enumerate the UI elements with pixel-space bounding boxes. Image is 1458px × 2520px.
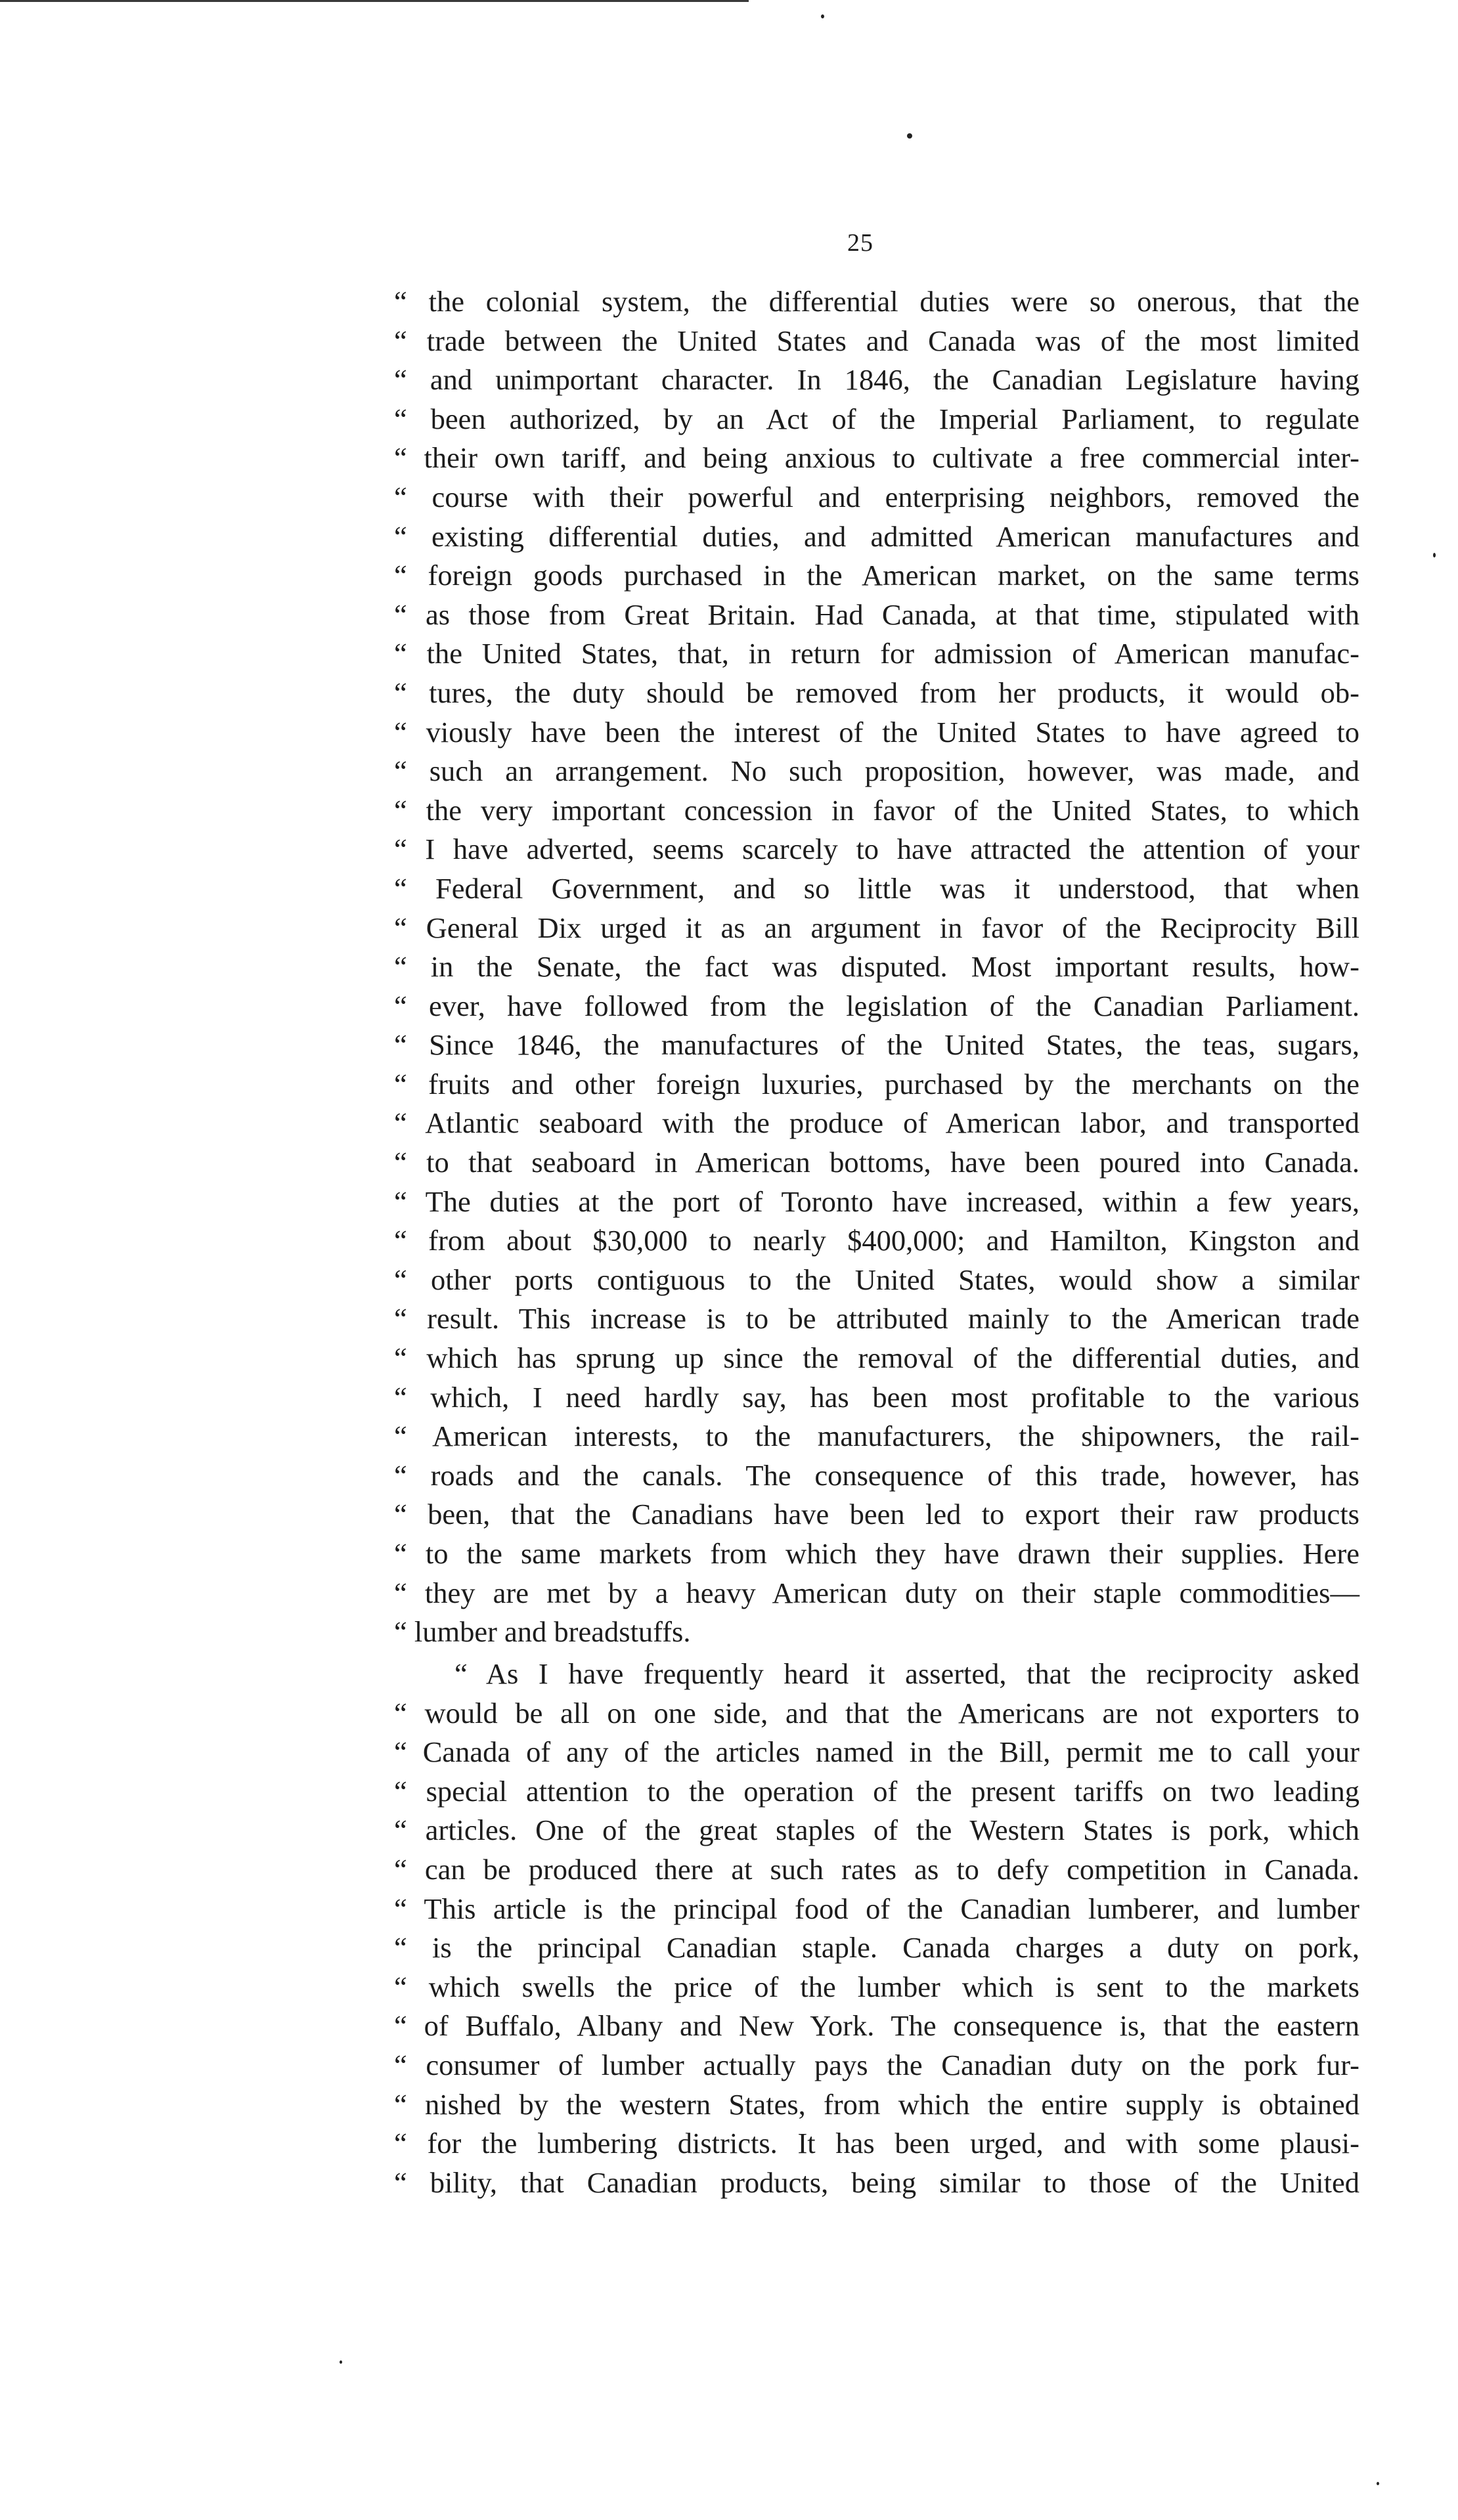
ink-speck bbox=[1377, 2482, 1379, 2485]
text-line: “ the very important concession in favor of the United States, to which bbox=[394, 793, 1359, 827]
text-line: “ of Buffalo, Albany and New York. The consequence is, that the eastern bbox=[394, 2009, 1359, 2043]
ink-speck bbox=[1433, 553, 1436, 557]
text-line: “ tures, the duty should be removed from her products, it would ob- bbox=[394, 676, 1359, 709]
text-line: “ such an arrangement. No such proposition, however, was made, and bbox=[394, 754, 1359, 788]
text-line: “ American interests, to the manufacturers, the shipowners, the rail- bbox=[394, 1420, 1359, 1453]
text-line: “ This article is the principal food of the Canadian lumberer, and lumber bbox=[394, 1892, 1359, 1925]
text-line: “ trade between the United States and Canada was of the most limited bbox=[394, 324, 1359, 357]
text-line: “ which has sprung up since the removal of the differential duties, and bbox=[394, 1341, 1359, 1375]
text-line: “ roads and the canals. The consequence of this trade, however, has bbox=[394, 1458, 1359, 1492]
text-line: “ course with their powerful and enterprising neighbors, removed the bbox=[394, 480, 1359, 513]
text-line: “ consumer of lumber actually pays the Canadian duty on the pork fur- bbox=[394, 2048, 1359, 2081]
text-line: “ been authorized, by an Act of the Imperial Parliament, to regulate bbox=[394, 402, 1359, 435]
text-line: “ which swells the price of the lumber which is sent to the markets bbox=[394, 1970, 1359, 2003]
text-line: “ for the lumbering districts. It has been urged, and with some plausi- bbox=[394, 2127, 1359, 2160]
text-line: “ articles. One of the great staples of the Western States is pork, which bbox=[394, 1814, 1359, 1847]
text-line: “ would be all on one side, and that the Americans are not exporters to bbox=[394, 1696, 1359, 1729]
text-line: “ from about $30,000 to nearly $400,000; and Hamilton, Kingston and bbox=[394, 1224, 1359, 1257]
text-line: “ I have adverted, seems scarcely to have attracted the attention of your bbox=[394, 833, 1359, 866]
text-line: “ can be produced there at such rates as to defy competition in Canada. bbox=[394, 1852, 1359, 1886]
text-line: “ ever, have followed from the legislation of the Canadian Parliament. bbox=[394, 989, 1359, 1022]
text-line: “ Federal Government, and so little was it understood, that when bbox=[394, 871, 1359, 905]
text-line: “ General Dix urged it as an argument in favor of the Reciprocity Bill bbox=[394, 911, 1359, 944]
text-line: “ Canada of any of the articles named in the Bill, permit me to call your bbox=[394, 1735, 1359, 1769]
text-line: “ Since 1846, the manufactures of the United States, the teas, sugars, bbox=[394, 1028, 1359, 1062]
text-line: “ Atlantic seaboard with the produce of American labor, and transported bbox=[394, 1106, 1359, 1140]
text-line: “ bility, that Canadian products, being similar to those of the United bbox=[394, 2165, 1359, 2199]
text-line: “ viously have been the interest of the United States to have agreed to bbox=[394, 715, 1359, 749]
text-line: “ been, that the Canadians have been led to export their raw products bbox=[394, 1498, 1359, 1531]
text-line: “ nished by the western States, from which the entire supply is obtained bbox=[394, 2087, 1359, 2121]
ink-speck bbox=[907, 133, 912, 139]
text-line: “ The duties at the port of Toronto have increased, within a few years, bbox=[394, 1184, 1359, 1218]
text-line: “ in the Senate, the fact was disputed. Most important results, how- bbox=[394, 950, 1359, 984]
ink-speck bbox=[340, 2360, 342, 2364]
text-line: “ and unimportant character. In 1846, the Canadian Legislature having bbox=[394, 363, 1359, 397]
top-rule bbox=[0, 0, 749, 2]
paragraph-one bbox=[394, 282, 1359, 1652]
text-line: “ fruits and other foreign luxuries, purchased by the merchants on the bbox=[394, 1067, 1359, 1100]
text-line: “ to that seaboard in American bottoms, have been poured into Canada. bbox=[394, 1146, 1359, 1179]
text-line: “ to the same markets from which they have drawn their supplies. Here bbox=[394, 1537, 1359, 1570]
text-line: “ As I have frequently heard it asserted, that the reciprocity asked bbox=[454, 1657, 1359, 1690]
text-line: “ which, I need hardly say, has been most profitable to the various bbox=[394, 1380, 1359, 1414]
text-line: “ the United States, that, in return for admission of American manufac- bbox=[394, 637, 1359, 670]
text-line: “ lumber and breadstuffs. bbox=[394, 1615, 691, 1649]
page-number: 25 bbox=[847, 229, 873, 257]
text-line: “ their own tariff, and being anxious to cultivate a free commercial inter- bbox=[394, 441, 1359, 475]
paragraph-two bbox=[394, 1655, 1359, 2202]
text-line: “ as those from Great Britain. Had Canada, at that time, stipulated with bbox=[394, 597, 1359, 631]
ink-speck bbox=[821, 14, 824, 18]
text-line: “ they are met by a heavy American duty on their staple commodities— bbox=[394, 1576, 1359, 1609]
text-line: “ result. This increase is to be attributed mainly to the American trade bbox=[394, 1302, 1359, 1336]
text-line: “ special attention to the operation of the present tariffs on two leading bbox=[394, 1774, 1359, 1808]
text-line: “ other ports contiguous to the United States, would show a similar bbox=[394, 1263, 1359, 1296]
text-line: “ the colonial system, the differential duties were so onerous, that the bbox=[394, 285, 1359, 318]
text-line: “ existing differential duties, and admitted American manufactures and bbox=[394, 519, 1359, 553]
text-line: “ foreign goods purchased in the American market, on the same terms bbox=[394, 559, 1359, 592]
text-line: “ is the principal Canadian staple. Canada charges a duty on pork, bbox=[394, 1931, 1359, 1965]
